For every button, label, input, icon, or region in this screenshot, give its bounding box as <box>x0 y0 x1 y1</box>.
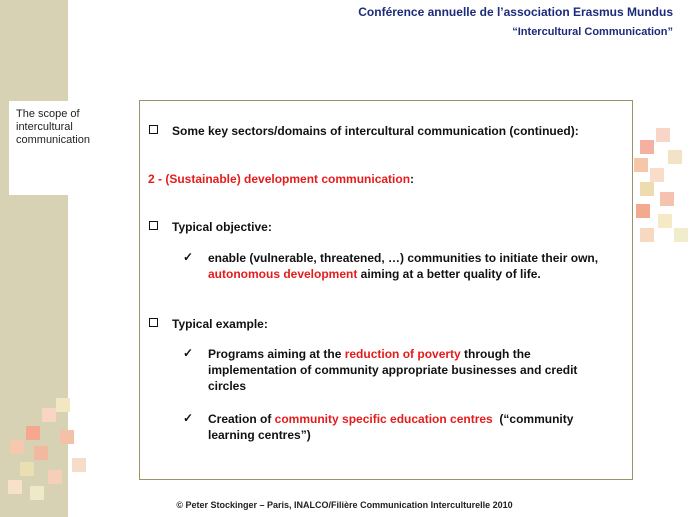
decor-tile <box>56 398 70 412</box>
decor-tile <box>10 440 24 454</box>
example1-post: through the <box>460 347 531 361</box>
decor-tile <box>72 458 86 472</box>
example1-line-1 <box>208 346 531 362</box>
decor-tile <box>48 470 62 484</box>
square-bullet-icon <box>149 221 158 230</box>
objective-heading-text: Typical objective: <box>172 220 272 234</box>
decor-tile <box>60 430 74 444</box>
objective-rest: aiming at a better quality of life. <box>357 267 541 281</box>
sidebar-label: The scope of intercultural communication <box>16 108 90 146</box>
decor-tile <box>30 486 44 500</box>
example1-highlight: reduction of poverty <box>344 347 461 361</box>
objective-highlight: autonomous development <box>208 267 358 281</box>
intro-line <box>149 123 579 139</box>
decor-tile <box>658 214 672 228</box>
example2-pre: Creation of <box>208 412 275 426</box>
decor-tile <box>640 182 654 196</box>
decor-tile <box>34 446 48 460</box>
decor-tile <box>650 168 664 182</box>
square-bullet-icon <box>149 125 158 134</box>
example2-line-1 <box>208 411 573 427</box>
section-heading <box>148 171 414 187</box>
conference-theme: “Intercultural Communication” <box>512 26 673 38</box>
example2-post: (“community <box>492 412 574 426</box>
decor-tile <box>634 158 648 172</box>
decor-tile <box>636 204 650 218</box>
decor-tile <box>26 426 40 440</box>
footer-credit: © Peter Stockinger – Paris, INALCO/Filière Communication Interculturelle 2010 <box>176 500 513 510</box>
decor-tile <box>640 140 654 154</box>
decor-tile <box>640 228 654 242</box>
objective-line-2 <box>208 266 541 282</box>
objective-line-1: enable (vulnerable, threatened, …) communities to initiate their own, <box>208 251 599 265</box>
check-icon: ✓ <box>183 250 194 264</box>
objective-heading <box>149 219 272 235</box>
decor-tile <box>42 408 56 422</box>
section-colon: : <box>410 172 415 186</box>
square-bullet-icon <box>149 318 158 327</box>
section-title: 2 - (Sustainable) development communication <box>148 172 411 186</box>
example2-highlight: community specific education centres <box>274 412 493 426</box>
decor-tile <box>8 480 22 494</box>
check-icon: ✓ <box>183 346 194 360</box>
example1-line-2: implementation of community appropriate businesses and credit <box>208 363 578 377</box>
example-heading <box>149 316 268 332</box>
example-heading-text: Typical example: <box>172 317 268 331</box>
decor-tile <box>656 128 670 142</box>
decor-tile <box>20 462 34 476</box>
conference-title: Conférence annuelle de l’association Erasmus Mundus <box>358 5 673 19</box>
decor-tile <box>674 228 688 242</box>
check-icon: ✓ <box>183 411 194 425</box>
intro-text: Some key sectors/domains of intercultural communication (continued): <box>172 124 579 138</box>
example1-line-3: circles <box>208 379 247 393</box>
decor-tile <box>660 192 674 206</box>
example1-pre: Programs aiming at the <box>208 347 345 361</box>
example2-line-2: learning centres”) <box>208 428 311 442</box>
decor-tile <box>668 150 682 164</box>
